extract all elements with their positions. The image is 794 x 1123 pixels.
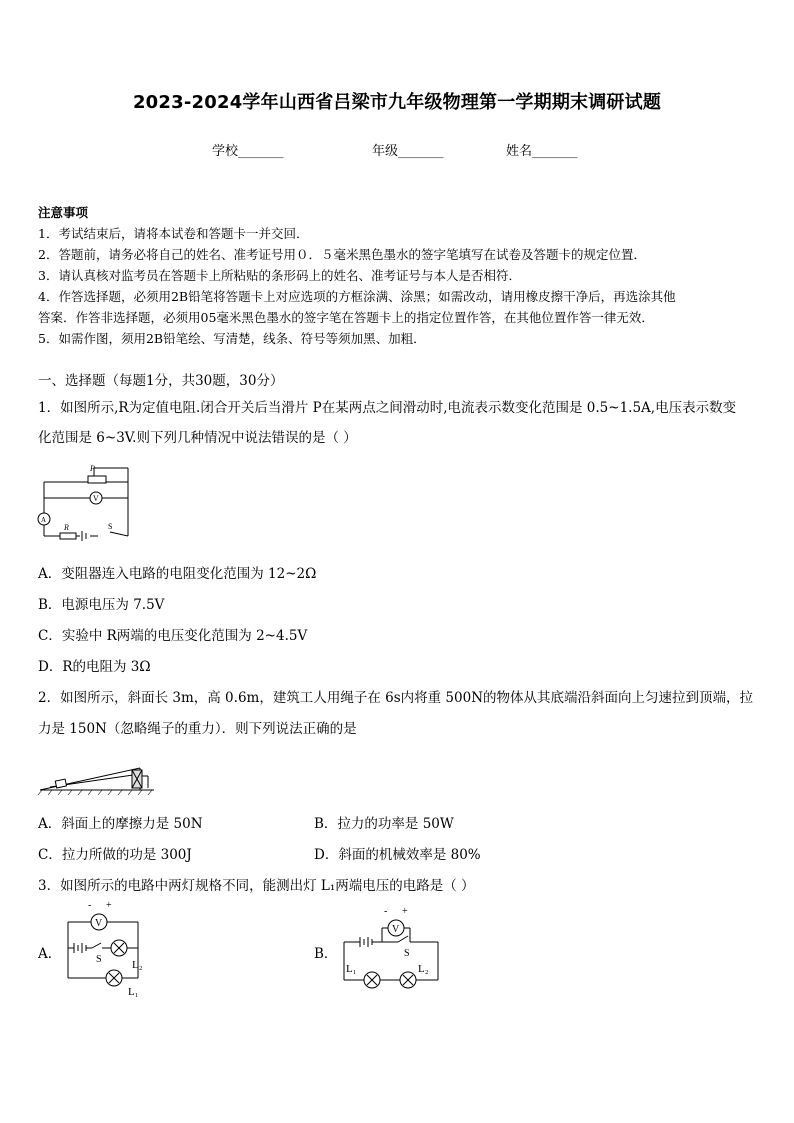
slider-label: P [90, 464, 95, 473]
lamp-l1-label: L₁ [128, 986, 139, 998]
resistor-label: R [64, 523, 69, 532]
lamp-l2-label: L₂ [132, 959, 143, 971]
name-field: 姓名_______ [506, 144, 578, 159]
grade-field: 年级_______ [372, 144, 444, 159]
voltmeter-label: V [95, 918, 103, 929]
q3-stem: 3．如图所示的电路中两灯规格不同，能测出灯 L₁两端电压的电路是（ ） [38, 878, 475, 894]
q2-option-a: A．斜面上的摩擦力是 50N [38, 816, 203, 832]
minus-sign: - [384, 906, 388, 917]
switch-label: S [404, 948, 410, 959]
page-title: 2023-2024学年山西省吕梁市九年级物理第一学期期末调研试题 [132, 92, 662, 113]
note-item: 5．如需作图，须用2B铅笔绘、写清楚，线条、符号等须加黑、加粗． [38, 331, 426, 346]
switch-label: S [108, 522, 113, 531]
q2-option-d: D．斜面的机械效率是 80% [314, 847, 481, 863]
ammeter-label: A [41, 516, 47, 524]
q3-circuit-a [58, 896, 158, 1000]
voltmeter-label: V [93, 494, 99, 503]
q1-circuit-figure [36, 462, 136, 544]
lamp-l1-label: L₁ [346, 963, 357, 975]
minus-sign: - [88, 900, 92, 911]
q1-stem-line2: 化范围是 6~3V.则下列几种情况中说法错误的是（ ） [38, 430, 357, 446]
q1-stem-line1: 1．如图所示,R为定值电阻.闭合开关后当滑片 P在某两点之间滑动时,电流表示数变化范围是 0.5~1.5A,电压表示数变 [38, 400, 737, 416]
q1-option-c: C．实验中 R两端的电压变化范围为 2~4.5V [38, 628, 308, 644]
voltmeter-label: V [392, 924, 400, 935]
school-field: 学校_______ [212, 144, 284, 159]
lamp-l2-label: L₂ [418, 963, 429, 975]
q1-option-d: D．R的电阻为 3Ω [38, 659, 151, 675]
section-heading: 一、选择题（每题1分，共30题，30分） [38, 373, 284, 389]
q3-option-b-label: B． [314, 946, 338, 962]
q2-stem-line1: 2．如图所示，斜面长 3m，高 0.6m，建筑工人用绳子在 6s内将重 500N的物体从其底端沿斜面向上匀速拉到顶端，拉 [38, 690, 754, 706]
note-item: 2．答题前，请务必将自己的姓名、准考证号用０．５毫米黑色墨水的签字笔填写在试卷及答题卡的规定位置． [38, 247, 646, 262]
q2-option-c: C．拉力所做的功是 300J [38, 847, 192, 863]
note-item: 3．请认真核对监考员在答题卡上所粘贴的条形码上的姓名、准考证号与本人是否相符． [38, 268, 521, 283]
note-item: 1．考试结束后，请将本试卷和答题卡一并交回． [38, 226, 309, 241]
plus-sign: + [402, 906, 408, 917]
q2-option-b: B．拉力的功率是 50W [314, 816, 454, 832]
note-item: 答案．作答非选择题，必须用05毫米黑色墨水的签字笔在答题卡上的指定位置作答，在其他位置作答一律无效． [38, 310, 654, 325]
switch-label: S [96, 954, 102, 965]
q2-incline-figure [36, 754, 158, 798]
note-item: 4．作答选择题，必须用2B铅笔将答题卡上对应选项的方框涂满、涂黑；如需改动，请用橡皮擦干净后，再选涂其他 [38, 289, 676, 304]
plus-sign: + [106, 900, 112, 911]
q3-option-a-label: A． [38, 946, 62, 962]
q1-option-b: B．电源电压为 7.5V [38, 597, 165, 613]
q2-stem-line2: 力是 150N（忽略绳子的重力）．则下列说法正确的是 [38, 721, 357, 737]
q1-option-a: A．变阻器连入电路的电阻变化范围为 12~2Ω [38, 566, 317, 582]
q3-circuit-b [336, 902, 448, 996]
notes-heading: 注意事项 [38, 205, 89, 220]
